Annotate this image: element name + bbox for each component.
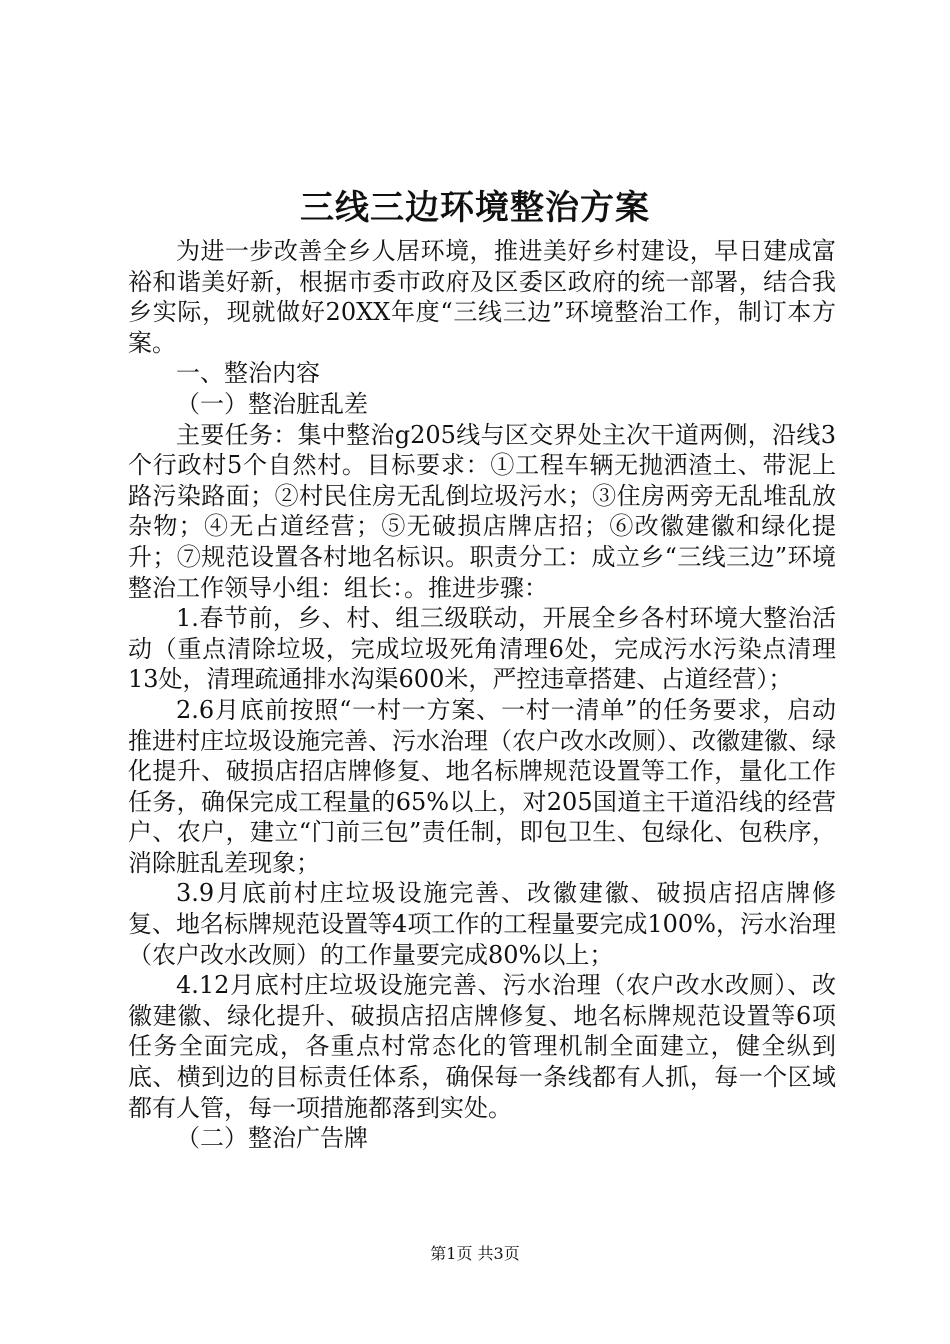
document-body bbox=[128, 236, 836, 1154]
paragraph-step-4: 4.12月底村庄垃圾设施完善、污水治理（农户改水改厕）、改徽建徽、绿化提升、破损店招店牌修复、地名标牌规范设置等6项任务全面完成，各重点村常态化的管理机制全面建立，健全纵到底、横到边的目标责任体系，确保每一条线都有人抓，每一个区域都有人管，每一项措施都落到实处。 bbox=[128, 971, 836, 1122]
paragraph-step-3: 3.9月底前村庄垃圾设施完善、改徽建徽、破损店招店牌修复、地名标牌规范设置等4项工作的工程量要完成100%，污水治理（农户改水改厕）的工作量要完成80%以上； bbox=[128, 879, 836, 969]
paragraph-step-1: 1.春节前，乡、村、组三级联动，开展全乡各村环境大整治活动（重点清除垃圾，完成垃圾死角清理6处，完成污水污染点清理13处，清理疏通排水沟渠600米，严控违章搭建、占道经营）； bbox=[128, 604, 836, 694]
paragraph-step-2: 2.6月底前按照“一村一方案、一村一清单”的任务要求，启动推进村庄垃圾设施完善、污水治理（农户改水改厕）、改徽建徽、绿化提升、破损店招店牌修复、地名标牌规范设置等工作，量化工作任务，确保完成工程量的65%以上，对205国道主干道沿线的经营户、农户，建立“门前三包”责任制，即包卫生、包绿化、包秩序，消除脏乱差现象； bbox=[128, 695, 836, 877]
subsection-heading-1: （一）整治脏乱差 bbox=[176, 389, 368, 418]
page-number-footer: 第1页 共3页 bbox=[430, 1244, 520, 1263]
subsection-heading-2: （二）整治广告牌 bbox=[176, 1124, 368, 1153]
paragraph-intro: 为进一步改善全乡人居环境，推进美好乡村建设，早日建成富裕和谐美好新，根据市委市政府及区委区政府的统一部署，结合我乡实际，现就做好20XX年度“三线三边”环境整治工作，制订本方案。 bbox=[128, 237, 836, 357]
section-heading-1: 一、整治内容 bbox=[176, 359, 320, 388]
paragraph-main-tasks: 主要任务：集中整治g205线与区交界处主次干道两侧，沿线3个行政村5个自然村。目标要求：①工程车辆无抛洒渣土、带泥上路污染路面；②村民住房无乱倒垃圾污水；③住房两旁无乱堆乱放杂物；④无占道经营；⑤无破损店牌店招；⑥改徽建徽和绿化提升；⑦规范设置各村地名标识。职责分工：成立乡“三线三边”环境整治工作领导小组：组长：。推进步骤： bbox=[128, 420, 836, 602]
document-title: 三线三边环境整治方案 bbox=[300, 188, 650, 228]
